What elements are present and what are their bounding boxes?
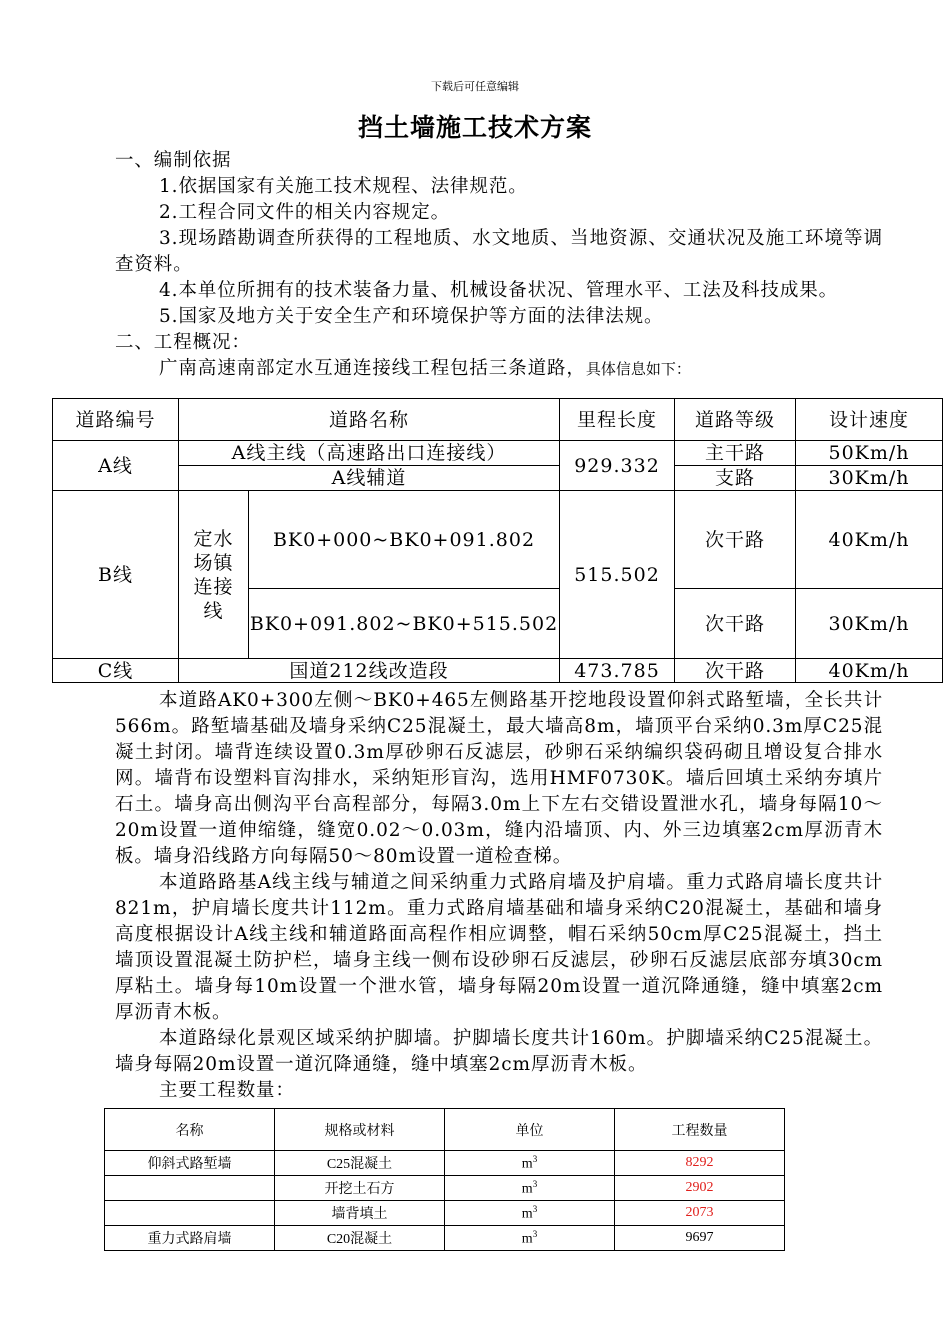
- basis-item: 5.国家及地方关于安全生产和环境保护等方面的法律法规。: [159, 306, 664, 327]
- table-row: C线 国道212线改造段 473.785 次干路 40Km/h: [53, 659, 943, 683]
- qty-heading: 主要工程数量：: [159, 1080, 295, 1101]
- table-row: 开挖土石方 $m^3$ 2902: [105, 1176, 785, 1201]
- description-block: [115, 688, 883, 1104]
- basis-item: 3.现场踏勘调查所获得的工程地质、水文地质、当地资源、交通状况及施工环境等调查资料。: [115, 228, 883, 275]
- highlighted-qty: 2902: [615, 1176, 785, 1201]
- basis-item: 4.本单位所拥有的技术装备力量、机械设备状况、管理水平、工法及科技成果。: [159, 280, 839, 301]
- table-row: 墙背填土 $m^3$ 2073: [105, 1201, 785, 1226]
- highlighted-qty: 2073: [615, 1201, 785, 1226]
- section-basis: [115, 148, 883, 382]
- table-row: A线辅道 支路 30Km/h: [53, 466, 943, 491]
- header-cell: 设计速度: [796, 399, 943, 441]
- table-header-row: [53, 399, 943, 441]
- table-row: A线 A线主线（高速路出口连接线） 929.332 主干路 50Km/h: [53, 441, 943, 466]
- basis-item: 2.工程合同文件的相关内容规定。: [159, 202, 451, 223]
- highlighted-qty: 8292: [615, 1151, 785, 1176]
- section-heading: 二、工程概况：: [115, 332, 251, 353]
- paragraph: 本道路路基A线主线与辅道之间采纳重力式路肩墙及护肩墙。重力式路肩墙长度共计821m，护肩墙长度共计112m。重力式路肩墙基础和墙身采纳C20混凝土，基础和墙身高度根据设计A线主线和辅道路面高程作相应调整，帽石采纳50cm厚C25混凝土，挡土墙顶设置混凝土防护栏，墙身主线一侧布设砂卵石反滤层，砂卵石反滤层底部夯填30cm厚粘土。墙身每10m设置一个泄水管，墙身每隔20m设置一道沉降通缝，缝中填塞2cm厚沥青木板。: [115, 872, 883, 1023]
- header-cell: 道路编号: [53, 399, 179, 441]
- table-header-row: [105, 1109, 785, 1151]
- table-row: 重力式路肩墙 C20混凝土 $m^3$ 9697: [105, 1226, 785, 1251]
- table-row: BK0+091.802~BK0+515.502 次干路 30Km/h: [53, 589, 943, 659]
- table-row: 仰斜式路堑墙 C25混凝土 $m^3$ 8292: [105, 1151, 785, 1176]
- header-cell: 里程长度: [560, 399, 675, 441]
- header-cell: 名称: [105, 1109, 275, 1151]
- header-cell: 道路名称: [179, 399, 560, 441]
- overview-intro: 广南高速南部定水互通连接线工程包括三条道路，具体信息如下：: [159, 358, 691, 379]
- table-row: B线 定水场镇连接线 BK0+000~BK0+091.802 515.502 次干路 40Km/h: [53, 491, 943, 589]
- paragraph: 本道路绿化景观区域采纳护脚墙。护脚墙长度共计160m。护脚墙采纳C25混凝土。墙身每隔20m设置一道沉降通缝，缝中填塞2cm厚沥青木板。: [115, 1028, 883, 1075]
- basis-item: 1.依据国家有关施工技术规程、法律规范。: [159, 176, 528, 197]
- header-cell: 道路等级: [675, 399, 796, 441]
- paragraph: 本道路AK0+300左侧～BK0+465左侧路基开挖地段设置仰斜式路堑墙，全长共计566m。路堑墙基础及墙身采纳C25混凝土，最大墙高8m，墙顶平台采纳0.3m厚C25混凝土封闭。墙背连续设置0.3m厚砂卵石反滤层，砂卵石采纳编织袋码砌且增设复合排水网。墙背布设塑料盲沟排水，采纳矩形盲沟，选用HMF0730K。墙后回填土采纳夯填片石土。墙身高出侧沟平台高程部分，每隔3.0m上下左右交错设置泄水孔，墙身每隔10～20m设置一道伸缩缝，缝宽0.02～0.03m，缝内沿墙顶、内、外三边填塞2cm厚沥青木板。墙身沿线路方向每隔50～80m设置一道检查梯。: [115, 690, 883, 867]
- road-table: [52, 398, 943, 683]
- document-title: 挡土墙施工技术方案: [357, 113, 592, 142]
- header-note: 下载后可任意编辑: [431, 80, 519, 93]
- header-cell: 工程数量: [615, 1109, 785, 1151]
- section-heading: 一、编制依据: [115, 150, 232, 171]
- header-cell: 规格或材料: [275, 1109, 445, 1151]
- header-cell: 单位: [445, 1109, 615, 1151]
- quantity-table: [104, 1108, 785, 1251]
